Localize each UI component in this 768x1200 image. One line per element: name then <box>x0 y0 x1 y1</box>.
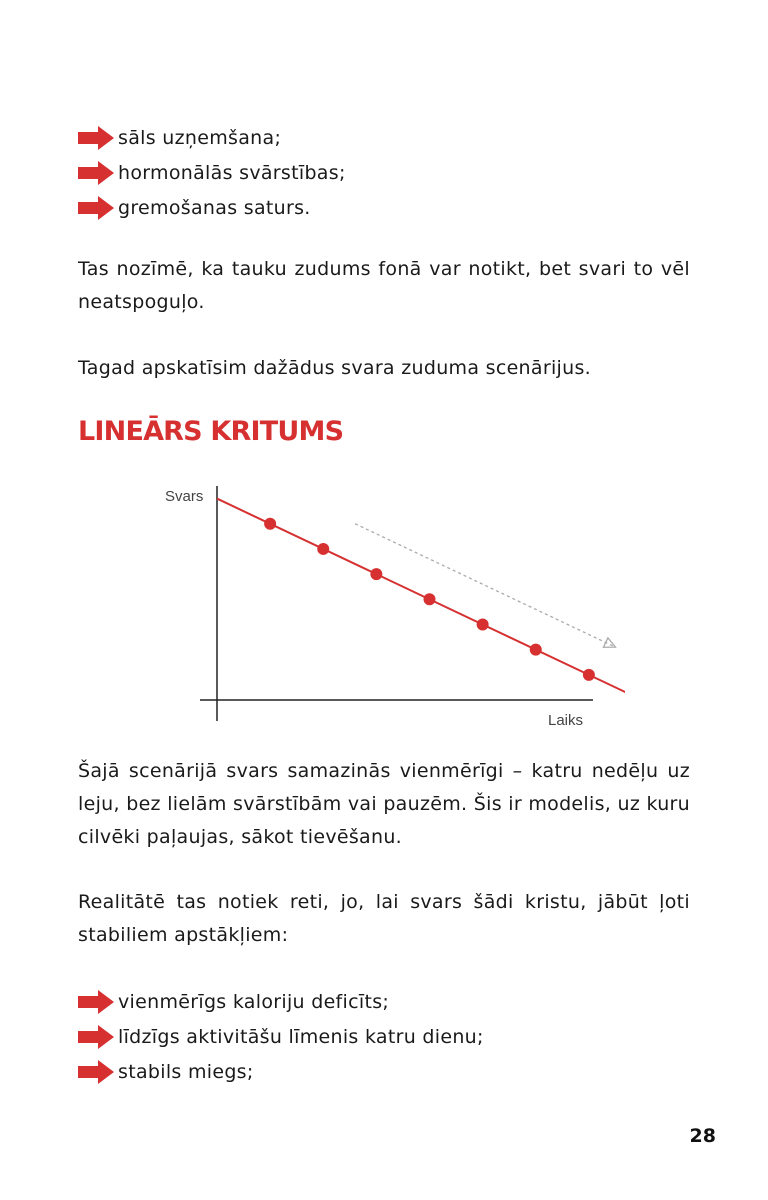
arrow-right-icon <box>78 161 114 185</box>
paragraph: Realitātē tas notiek reti, jo, lai svars šādi kristu, jābūt ļoti stabiliem apstākļiem: <box>78 891 690 946</box>
list-item <box>78 190 346 225</box>
data-point <box>264 518 276 530</box>
arrow-right-icon <box>78 1060 114 1084</box>
data-point <box>530 644 542 656</box>
trend-line <box>217 499 625 695</box>
bullet-list-top <box>78 120 346 225</box>
list-item-text: hormonālās svārstības; <box>118 161 346 184</box>
list-item-text: vienmērīgs kaloriju deficīts; <box>118 990 390 1013</box>
paragraph: Tagad apskatīsim dažādus svara zuduma scenārijus. <box>78 357 591 379</box>
y-axis-label: Svars <box>165 488 204 505</box>
data-point <box>424 593 436 605</box>
list-item <box>78 1019 484 1054</box>
arrow-right-icon <box>78 196 114 220</box>
section-heading: LINEĀRS KRITUMS <box>78 416 344 447</box>
list-item <box>78 1054 484 1089</box>
data-point <box>477 618 489 630</box>
page-number: 28 <box>689 1125 716 1147</box>
line-chart <box>145 478 625 733</box>
list-item <box>78 155 346 190</box>
data-point <box>370 568 382 580</box>
data-point <box>583 669 595 681</box>
paragraph: Šajā scenārijā svars samazinās vienmērīgi – katru nedēļu uz leju, bez lielām svārstībām vai pauzēm. Šis ir modelis, uz kuru cilvēki paļaujas, sākot tievēšanu. <box>78 760 690 848</box>
paragraph: Tas nozīmē, ka tauku zudums fonā var notikt, bet svari to vēl neatspoguļo. <box>78 258 690 313</box>
list-item <box>78 984 484 1019</box>
x-axis-label: Laiks <box>548 712 584 729</box>
bullet-list-bottom <box>78 984 484 1089</box>
arrow-right-icon <box>78 126 114 150</box>
list-item <box>78 120 346 155</box>
list-item-text: sāls uzņemšana; <box>118 126 282 149</box>
list-item-text: gremošanas saturs. <box>118 196 311 219</box>
arrow-right-icon <box>78 1025 114 1049</box>
arrow-right-icon <box>78 990 114 1014</box>
trend-arrow-head <box>603 638 615 647</box>
list-item-text: stabils miegs; <box>118 1060 254 1083</box>
data-point <box>317 543 329 555</box>
list-item-text: līdzīgs aktivitāšu līmenis katru dienu; <box>118 1025 484 1048</box>
